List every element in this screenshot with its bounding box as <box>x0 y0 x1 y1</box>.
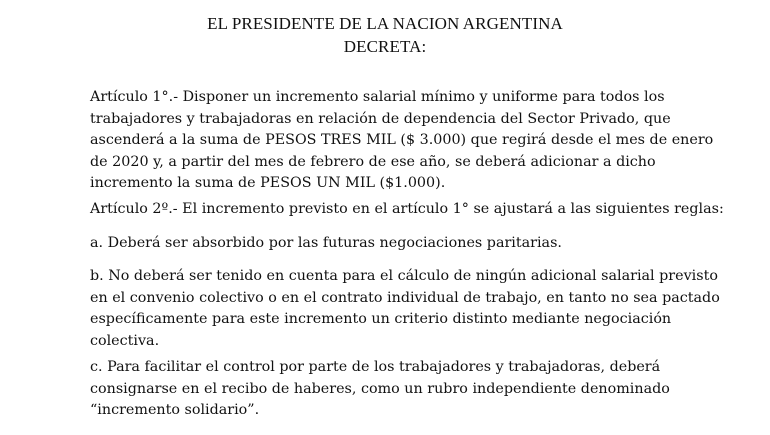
rule-a-paragraph: a. Deberá ser absorbido por las futuras negociaciones paritarias. <box>90 235 562 251</box>
article-2-paragraph: Artículo 2º.- El incremento previsto en el artículo 1° se ajustará a las siguientes reglas: <box>90 201 724 217</box>
rule-b-paragraph: b. No deberá ser tenido en cuenta para el cálculo de ningún adicional salarial previsto en el convenio colectivo o en el contrato individual de trabajo, en tanto no sea pactado específicamente para este incremento un criterio distinto mediante negociación colectiva. <box>90 268 720 349</box>
document-heading-title: EL PRESIDENTE DE LA NACION ARGENTINA <box>207 14 563 33</box>
article-1-paragraph: Artículo 1°.- Disponer un incremento salarial mínimo y uniforme para todos los trabajadores y trabajadoras en relación de dependencia del Sector Privado, que ascenderá a la suma de PESOS TRES MIL ($ 3.000) que regirá desde el mes de enero de 2020 y, a partir del mes de febrero de ese año, se deberá adicionar a dicho incremento la suma de PESOS UN MIL ($1.000). <box>90 89 714 192</box>
document-heading-decreta: DECRETA: <box>343 37 427 56</box>
rule-c-paragraph: c. Para facilitar el control por parte de los trabajadores y trabajadoras, deberá consignarse en el recibo de haberes, como un rubro independiente denominado “incremento solidario”. <box>90 359 670 419</box>
